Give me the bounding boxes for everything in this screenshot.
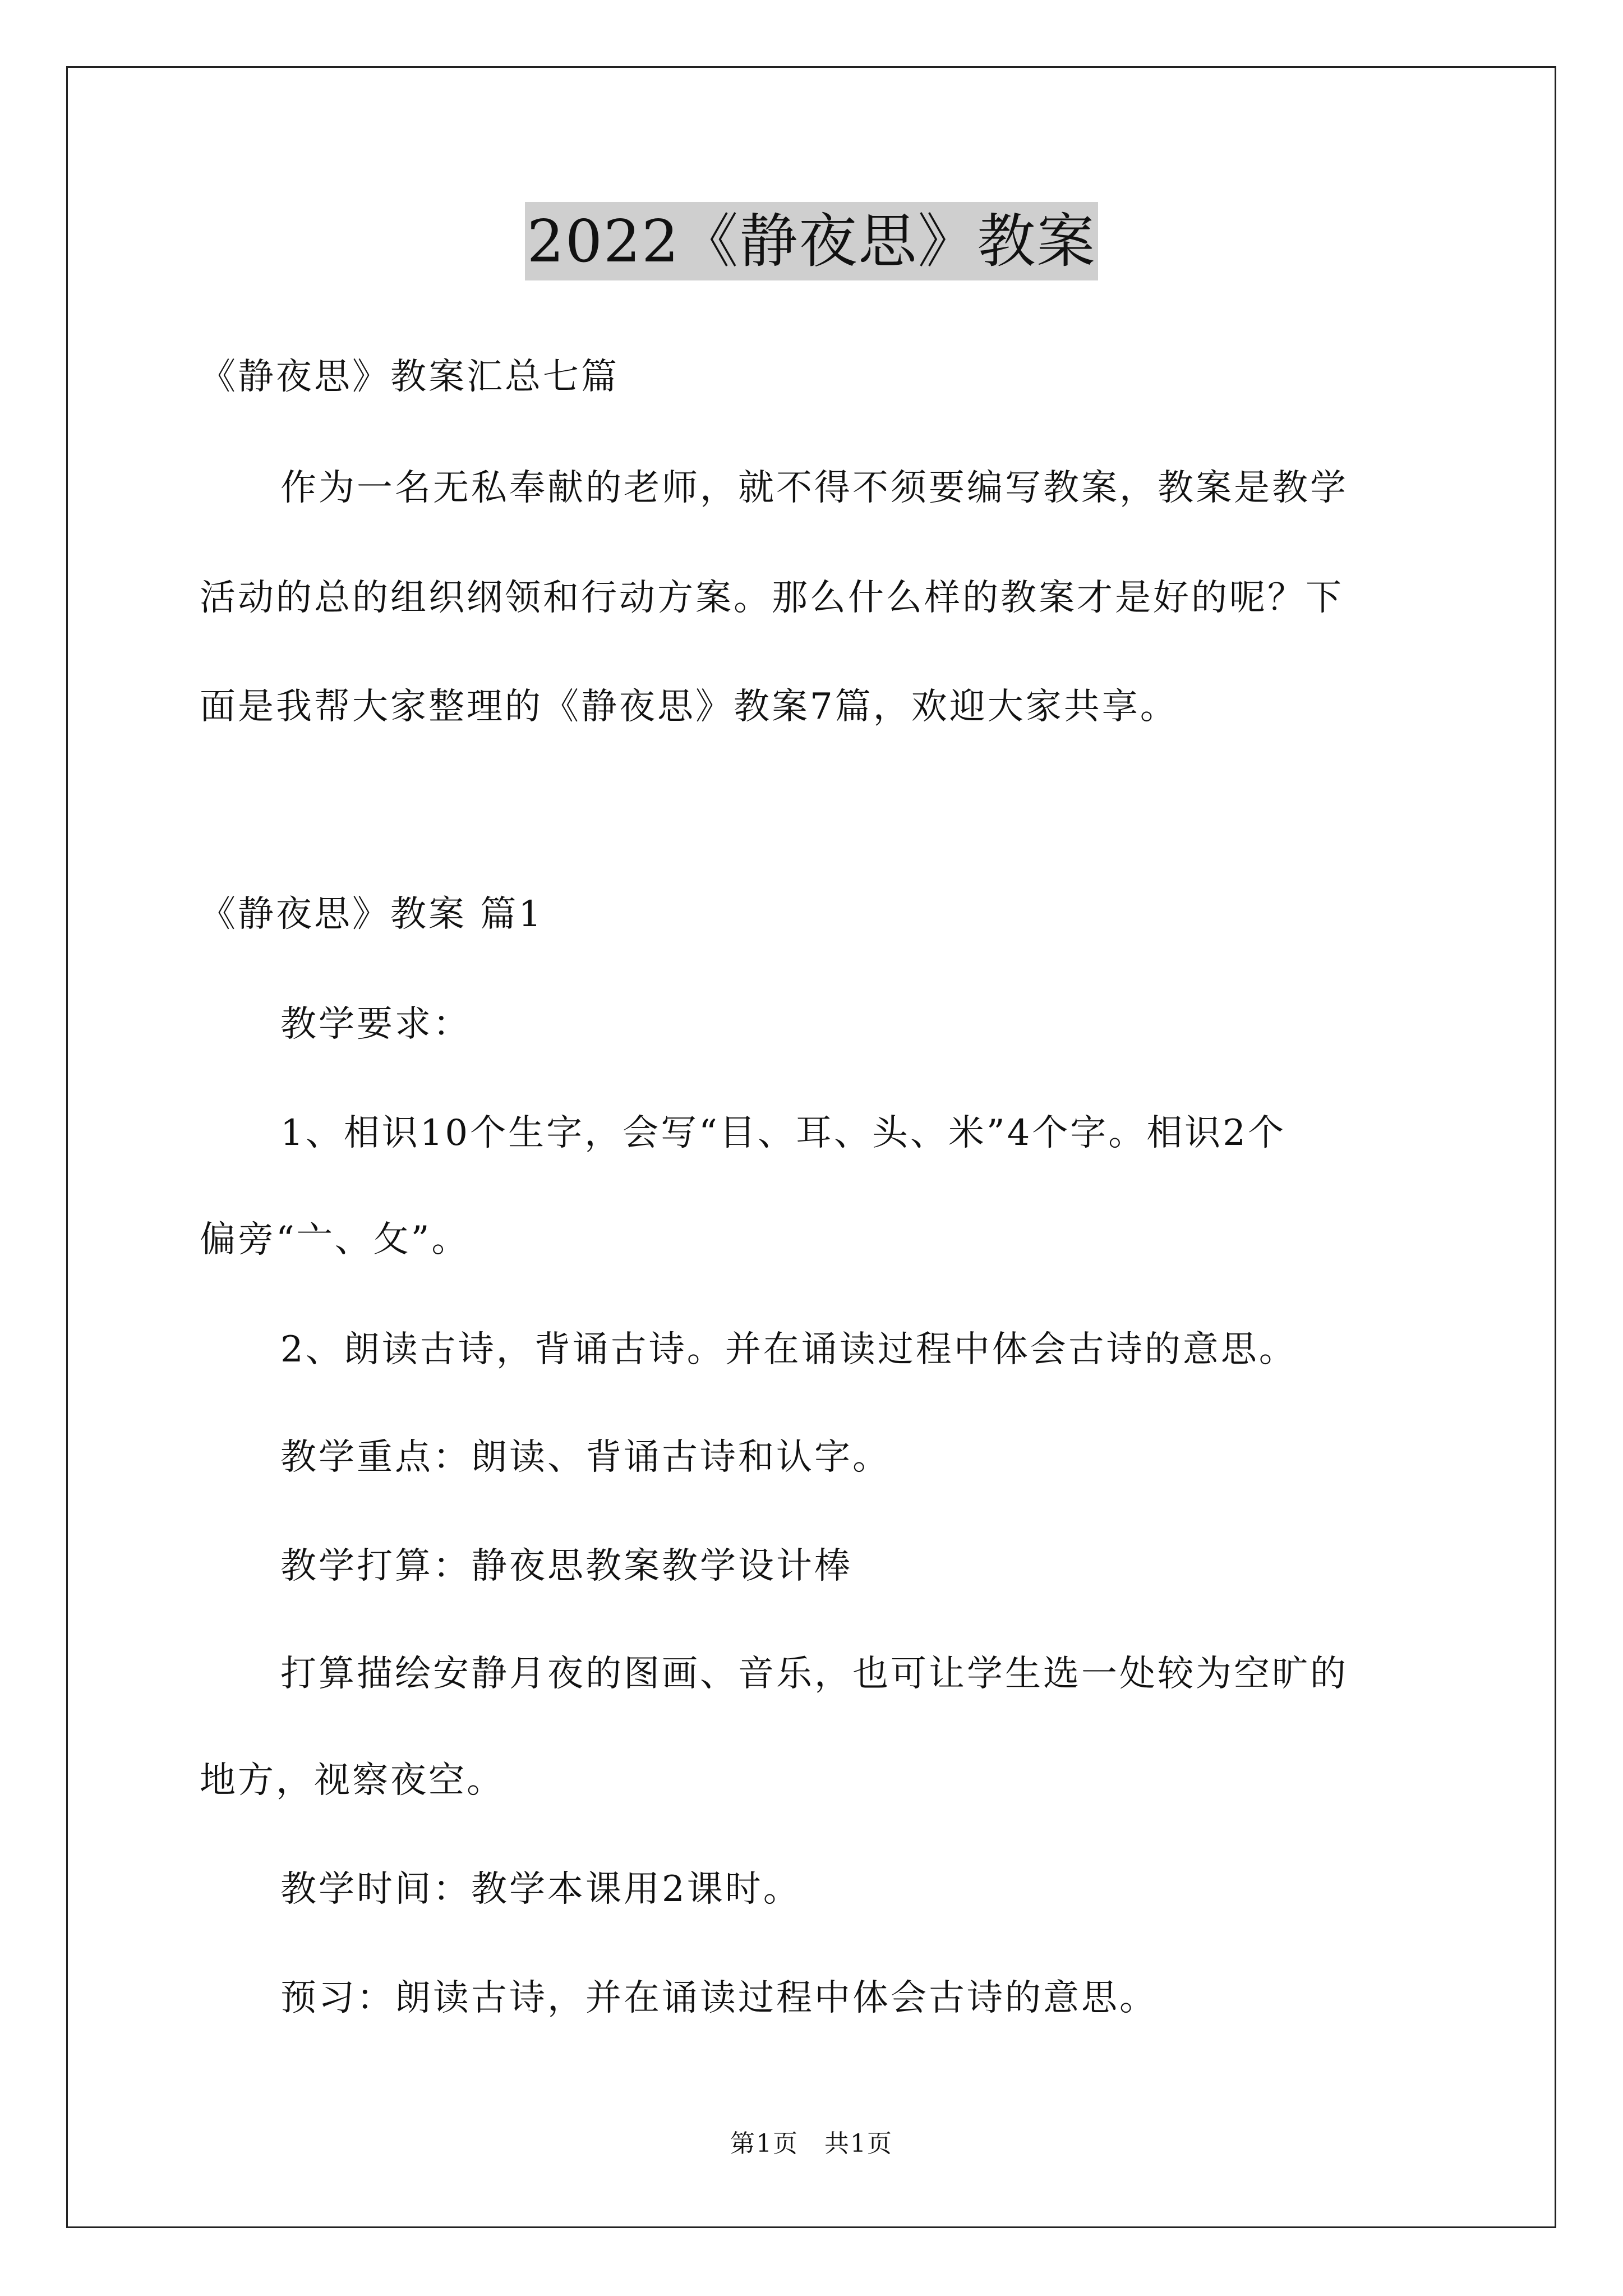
paragraph-line: 教学要求： [280, 1004, 471, 1045]
paragraph-line: 作为一名无私奉献的老师，就不得不须要编写教案，教案是教学 [280, 467, 1348, 509]
paragraph-line: 教学重点：朗读、背诵古诗和认字。 [280, 1437, 891, 1478]
paragraph-line: 打算描绘安静月夜的图画、音乐，也可让学生选一处较为空旷的 [280, 1653, 1348, 1695]
section-heading: 《静夜思》教案 篇1 [200, 894, 544, 935]
paragraph-line: 预习：朗读古诗，并在诵读过程中体会古诗的意思。 [280, 1977, 1158, 2019]
paragraph-line: 地方，视察夜空。 [200, 1760, 505, 1801]
paragraph-line: 教学打算：静夜思教案教学设计棒 [280, 1545, 852, 1587]
paragraph-line: 2、朗读古诗，背诵古诗。并在诵读过程中体会古诗的意思。 [280, 1329, 1297, 1370]
paragraph-line: 活动的总的组织纲领和行动方案。那么什么样的教案才是好的呢？下 [200, 577, 1344, 619]
subtitle: 《静夜思》教案汇总七篇 [200, 356, 619, 398]
page-footer: 第1页 共1页 [730, 2129, 893, 2158]
paragraph-line: 偏旁“亠、攵”。 [200, 1219, 470, 1260]
title-container [0, 202, 1623, 280]
paragraph-line: 教学时间：教学本课用2课时。 [280, 1869, 801, 1910]
paragraph-line: 1、相识10个生字，会写“目、耳、头、米”4个字。相识2个 [280, 1112, 1287, 1154]
paragraph-line: 面是我帮大家整理的《静夜思》教案7篇，欢迎大家共享。 [200, 686, 1178, 728]
document-title: 2022《静夜思》教案 [525, 202, 1099, 280]
